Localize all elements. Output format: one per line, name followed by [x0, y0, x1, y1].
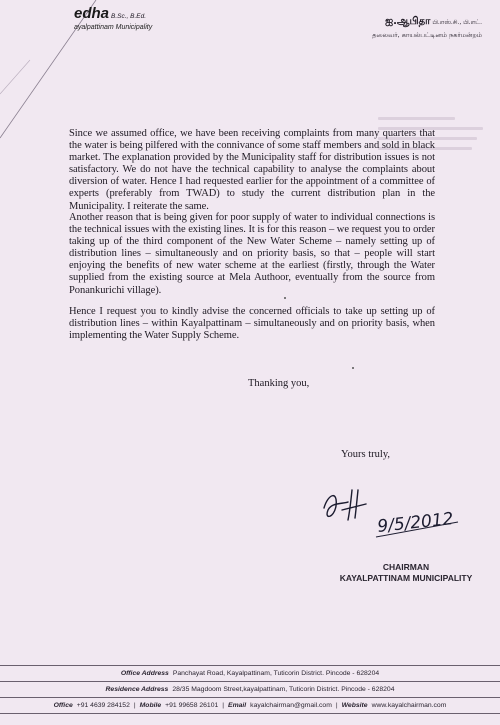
- letterhead-name-line: [74, 6, 152, 22]
- handwritten-signature: [318, 480, 468, 540]
- footer-office-phone-value: +91 4639 284152: [76, 702, 130, 709]
- letterhead-degree-ta: பி.எஸ்.சி., பி.எட்.: [432, 19, 482, 26]
- closing-line: Thanking you,: [248, 378, 310, 389]
- footer-website-label: Website: [341, 702, 368, 709]
- letterhead-name-ta: ஐ.ஆபிதா: [385, 16, 431, 27]
- footer-separator: |: [133, 702, 136, 709]
- footer-residence-address: [0, 682, 500, 698]
- footer-office-label: Office Address: [120, 670, 169, 677]
- footer-office-value: Panchayat Road, Kayalpattinam, Tuticorin District. Pincode - 628204: [172, 670, 380, 677]
- letterhead-name-en: edha: [74, 5, 110, 22]
- ink-speck: [352, 367, 354, 369]
- footer-office-address: [0, 666, 500, 682]
- bleed-through-line: [378, 117, 455, 120]
- footer-mobile-label: Mobile: [139, 702, 162, 709]
- footer-contacts: [0, 698, 500, 714]
- letterhead-org-en: ayalpattinam Municipality: [74, 24, 153, 31]
- footer-residence-value: 28/35 Magdoom Street,kayalpattinam, Tuticorin District. Pincode - 628204: [172, 686, 395, 693]
- letter-paragraph-2: Another reason that is being given for poor supply of water to individual connections is the technical issues with the existing lines. It is for this reason – we request you to order taking up of the third component of the New Water Scheme – namely setting up of distribution lines – simultaneously and on priority basis, so that – people will start enjoying the benefits of new water scheme at the earliest (firstly, through the Water supplied from the existing source at Mela Authoor, eventually from the source from Ponankurichi village).: [69, 212, 435, 296]
- letter-paragraph-3: Hence I request you to kindly advise the concerned officials to take up setting up of distribution lines – within Kayalpattinam – simultaneously and on priority basis, when implementing the Water Supply Scheme.: [69, 306, 435, 342]
- letterhead-tamil: [372, 9, 482, 40]
- footer-separator: |: [335, 702, 338, 709]
- ink-speck: [284, 297, 286, 299]
- signatory-org: KAYALPATTINAM MUNICIPALITY: [339, 573, 473, 583]
- footer-residence-label: Residence Address: [105, 686, 169, 693]
- signatory-title: CHAIRMAN: [382, 562, 430, 572]
- footer-office-phone-label: Office: [53, 702, 73, 709]
- sign-off: Yours truly,: [341, 449, 391, 460]
- footer-website-value: www.kayalchairman.com: [371, 702, 447, 709]
- letter-footer: [0, 665, 500, 714]
- footer-email-value: kayalchairman@gmail.com: [250, 702, 332, 709]
- footer-mobile-value: +91 99658 26101: [165, 702, 219, 709]
- svg-text:9/5/2012: 9/5/2012: [376, 509, 455, 537]
- footer-email-label: Email: [228, 702, 247, 709]
- letterhead-title-ta: தலைவர், காயல்பட்டினம் நகர்மன்றம்: [372, 31, 482, 39]
- letterhead-name-line-ta: [372, 9, 482, 28]
- letterhead-degree-en: B.Sc., B.Ed.: [111, 13, 147, 20]
- footer-separator: |: [222, 702, 225, 709]
- letter-paragraph-1: Since we assumed office, we have been receiving complaints from many quarters that the water is being pilfered with the connivance of some staff members and sold in black market. The explanation provided by the Municipality staff for distribution issues is not satisfactory. We do not have the technical capability to analyse the complaints about diversion of water. Hence I had requested earlier for the appointment of a committee of experts (preferably from TWAD) to study the current distribution plan in the Municipality. I reiterate the same.: [69, 128, 435, 212]
- signatory-block: [336, 562, 476, 584]
- letterhead-english: [74, 6, 152, 31]
